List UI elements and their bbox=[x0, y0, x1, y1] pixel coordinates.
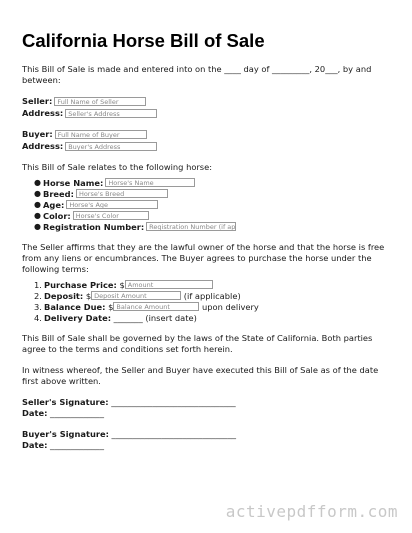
watermark: activepdfform.com bbox=[225, 502, 398, 521]
buyer-section bbox=[22, 129, 392, 152]
balance-note: upon delivery bbox=[202, 301, 259, 312]
list-item bbox=[34, 188, 392, 199]
delivery-date-line: _______ (insert date) bbox=[113, 312, 197, 323]
buyer-signature-line[interactable]: ______________________________ bbox=[111, 429, 236, 439]
balance-due-label: Balance Due: bbox=[44, 301, 106, 312]
currency-sign: $ bbox=[85, 290, 92, 301]
seller-signature-block bbox=[22, 397, 392, 419]
list-item bbox=[34, 301, 392, 312]
bullet-icon: ● bbox=[34, 222, 41, 231]
horse-name-label: Horse Name: bbox=[43, 177, 104, 188]
seller-label: Seller: bbox=[22, 96, 53, 107]
affirmation-paragraph: The Seller affirms that they are the lawful owner of the horse and that the horse is free from any liens or encumbrances. The Buyer agrees to purchase the horse under the following terms: bbox=[22, 242, 385, 274]
list-item bbox=[34, 221, 392, 232]
item-number: 3. bbox=[34, 301, 42, 312]
horse-details-list bbox=[34, 177, 392, 232]
buyer-date-line[interactable]: _____________ bbox=[50, 440, 104, 450]
buyer-date-label: Date: bbox=[22, 440, 48, 450]
item-number: 4. bbox=[34, 312, 42, 323]
seller-date-line[interactable]: _____________ bbox=[50, 408, 104, 418]
seller-date-label: Date: bbox=[22, 408, 48, 418]
delivery-date-label: Delivery Date: bbox=[44, 312, 112, 323]
color-field[interactable]: Horse's Color bbox=[73, 211, 149, 220]
list-item bbox=[34, 177, 392, 188]
currency-sign: $ bbox=[119, 279, 125, 290]
item-number: 1. bbox=[34, 279, 42, 290]
horse-name-field[interactable]: Horse's Name bbox=[105, 178, 195, 187]
terms-list bbox=[34, 279, 392, 323]
buyer-signature-label: Buyer's Signature: bbox=[22, 429, 109, 439]
seller-signature-line[interactable]: ______________________________ bbox=[111, 397, 236, 407]
breed-label: Breed: bbox=[43, 188, 74, 199]
bullet-icon: ● bbox=[34, 189, 41, 198]
purchase-price-field[interactable]: Amount bbox=[125, 280, 213, 289]
buyer-signature-block bbox=[22, 429, 392, 451]
list-item bbox=[34, 279, 392, 290]
list-item bbox=[34, 290, 392, 301]
buyer-label: Buyer: bbox=[22, 129, 53, 140]
deposit-field[interactable]: Deposit Amount bbox=[91, 291, 181, 300]
item-number: 2. bbox=[34, 290, 42, 301]
governing-law-paragraph: This Bill of Sale shall be governed by the laws of the State of California. Both parties agree to the terms and conditions set forth herein. bbox=[22, 333, 373, 354]
buyer-address-field[interactable]: Buyer's Address bbox=[65, 142, 157, 151]
bullet-icon: ● bbox=[34, 200, 41, 209]
list-item bbox=[34, 199, 392, 210]
seller-section bbox=[22, 96, 392, 119]
breed-field[interactable]: Horse's Breed bbox=[76, 189, 168, 198]
list-item bbox=[34, 312, 392, 323]
deposit-note: (if applicable) bbox=[183, 290, 241, 301]
buyer-address-label: Address: bbox=[22, 140, 64, 151]
currency-sign: $ bbox=[108, 301, 114, 312]
bullet-icon: ● bbox=[34, 211, 41, 220]
registration-label: Registration Number: bbox=[43, 221, 145, 232]
seller-signature-label: Seller's Signature: bbox=[22, 397, 109, 407]
list-item bbox=[34, 210, 392, 221]
balance-field[interactable]: Balance Amount bbox=[113, 302, 199, 311]
witness-paragraph: In witness whereof, the Seller and Buyer have executed this Bill of Sale as of the date first above written. bbox=[22, 365, 379, 386]
deposit-label: Deposit: bbox=[44, 290, 84, 301]
seller-name-field[interactable]: Full Name of Seller bbox=[54, 97, 146, 106]
age-label: Age: bbox=[43, 199, 65, 210]
intro-paragraph: This Bill of Sale is made and entered into on the ____ day of _________, 20___, by and between: bbox=[22, 64, 372, 85]
bullet-icon: ● bbox=[34, 178, 41, 187]
registration-field[interactable]: Registration Number (if ap bbox=[146, 222, 236, 231]
document-page bbox=[22, 30, 392, 461]
buyer-name-field[interactable]: Full Name of Buyer bbox=[55, 130, 147, 139]
seller-address-field[interactable]: Seller's Address bbox=[65, 109, 157, 118]
purchase-price-label: Purchase Price: bbox=[44, 279, 117, 290]
age-field[interactable]: Horse's Age bbox=[66, 200, 158, 209]
document-title: California Horse Bill of Sale bbox=[22, 30, 265, 51]
color-label: Color: bbox=[43, 210, 71, 221]
horse-intro: This Bill of Sale relates to the following horse: bbox=[22, 162, 213, 172]
seller-address-label: Address: bbox=[22, 107, 64, 118]
